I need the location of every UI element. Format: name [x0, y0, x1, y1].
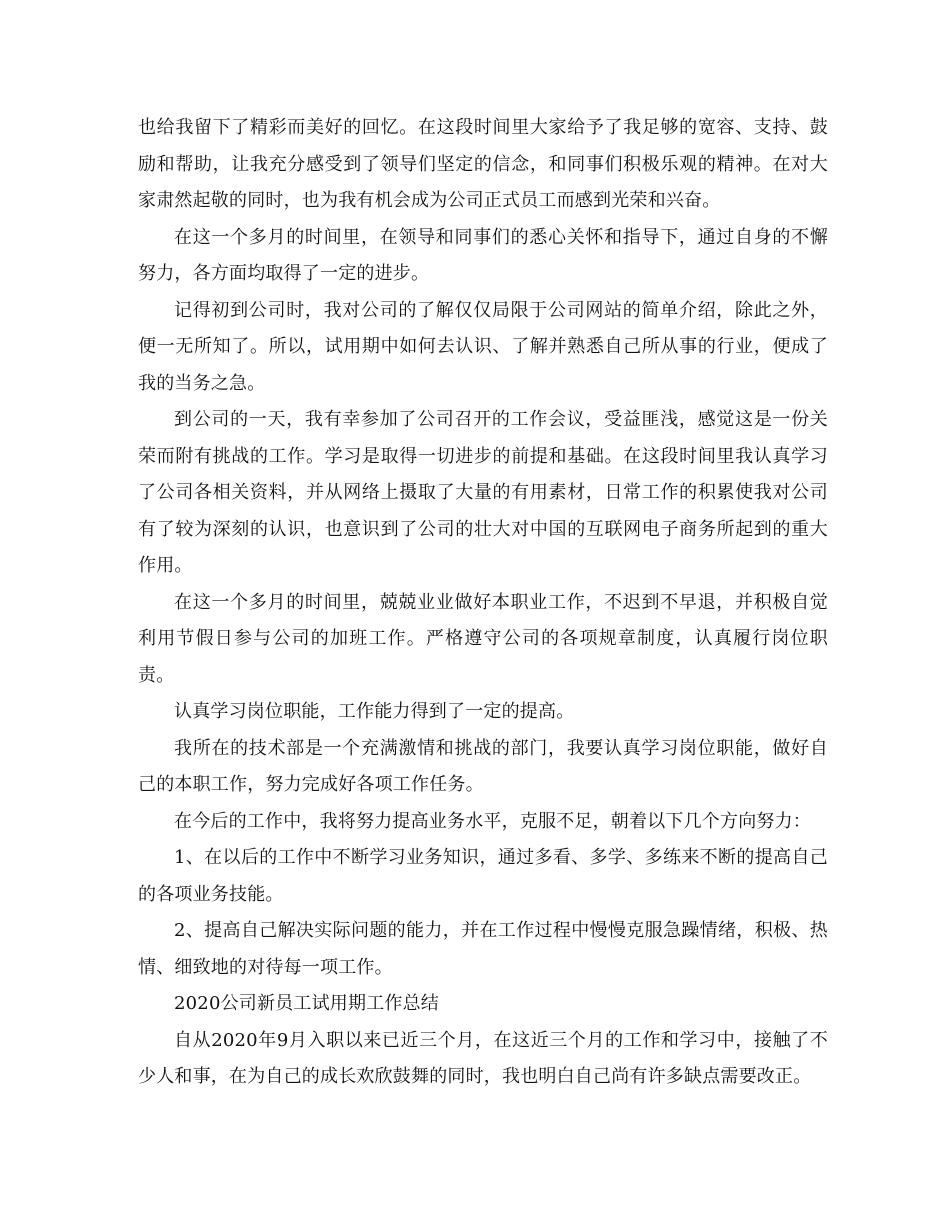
paragraph-1: 也给我留下了精彩而美好的回忆。在这段时间里大家给予了我足够的宽容、支持、鼓励和帮助，让我充分感受到了领导们坚定的信念，和同事们积极乐观的精神。在对大家肃然起敬的同时，也为我有机会成为公司正式员工而感到光荣和兴奋。 [138, 117, 828, 211]
list-item-2: 2、提高自己解决实际问题的能力，并在工作过程中慢慢克服急躁情绪，积极、热情、细致地的对待每一项工作。 [138, 920, 828, 978]
paragraph-5: 在这一个多月的时间里，兢兢业业做好本职业工作，不迟到不早退，并积极自觉利用节假日参与公司的加班工作。严格遵守公司的各项规章制度，认真履行岗位职责。 [138, 591, 828, 686]
document-body [138, 110, 828, 1096]
paragraph-4: 到公司的一天，我有幸参加了公司召开的工作会议，受益匪浅，感觉这是一份关荣而附有挑战的工作。学习是取得一切进步的前提和基础。在这段时间里我认真学习了公司各相关资料，并从网络上摄取了大量的有用素材，日常工作的积累使我对公司有了较为深刻的认识，也意识到了公司的壮大对中国的互联网电子商务所起到的重大作用。 [138, 409, 828, 576]
paragraph-8: 在今后的工作中，我将努力提高业务水平，克服不足，朝着以下几个方向努力： [174, 810, 811, 832]
paragraph-2: 在这一个多月的时间里，在领导和同事们的悉心关怀和指导下，通过自身的不懈努力，各方面均取得了一定的进步。 [138, 226, 828, 284]
paragraph-7: 我所在的技术部是一个充满激情和挑战的部门，我要认真学习岗位职能，做好自己的本职工作，努力完成好各项工作任务。 [138, 737, 828, 795]
section-title: 2020公司新员工试用期工作总结 [174, 993, 440, 1014]
paragraph-6: 认真学习岗位职能，工作能力得到了一定的提高。 [174, 701, 575, 722]
list-item-1: 1、在以后的工作中不断学习业务知识，通过多看、多学、多练来不断的提高自己的各项业务技能。 [138, 847, 828, 905]
paragraph-9: 自从2020年9月入职以来已近三个月，在这近三个月的工作和学习中，接触了不少人和事，在为自己的成长欢欣鼓舞的同时，我也明白自己尚有许多缺点需要改正。 [138, 1029, 828, 1087]
paragraph-3: 记得初到公司时，我对公司的了解仅仅局限于公司网站的简单介绍，除此之外，便一无所知了。所以，试用期中如何去认识、了解并熟悉自己所从事的行业，便成了我的当务之急。 [138, 299, 828, 394]
